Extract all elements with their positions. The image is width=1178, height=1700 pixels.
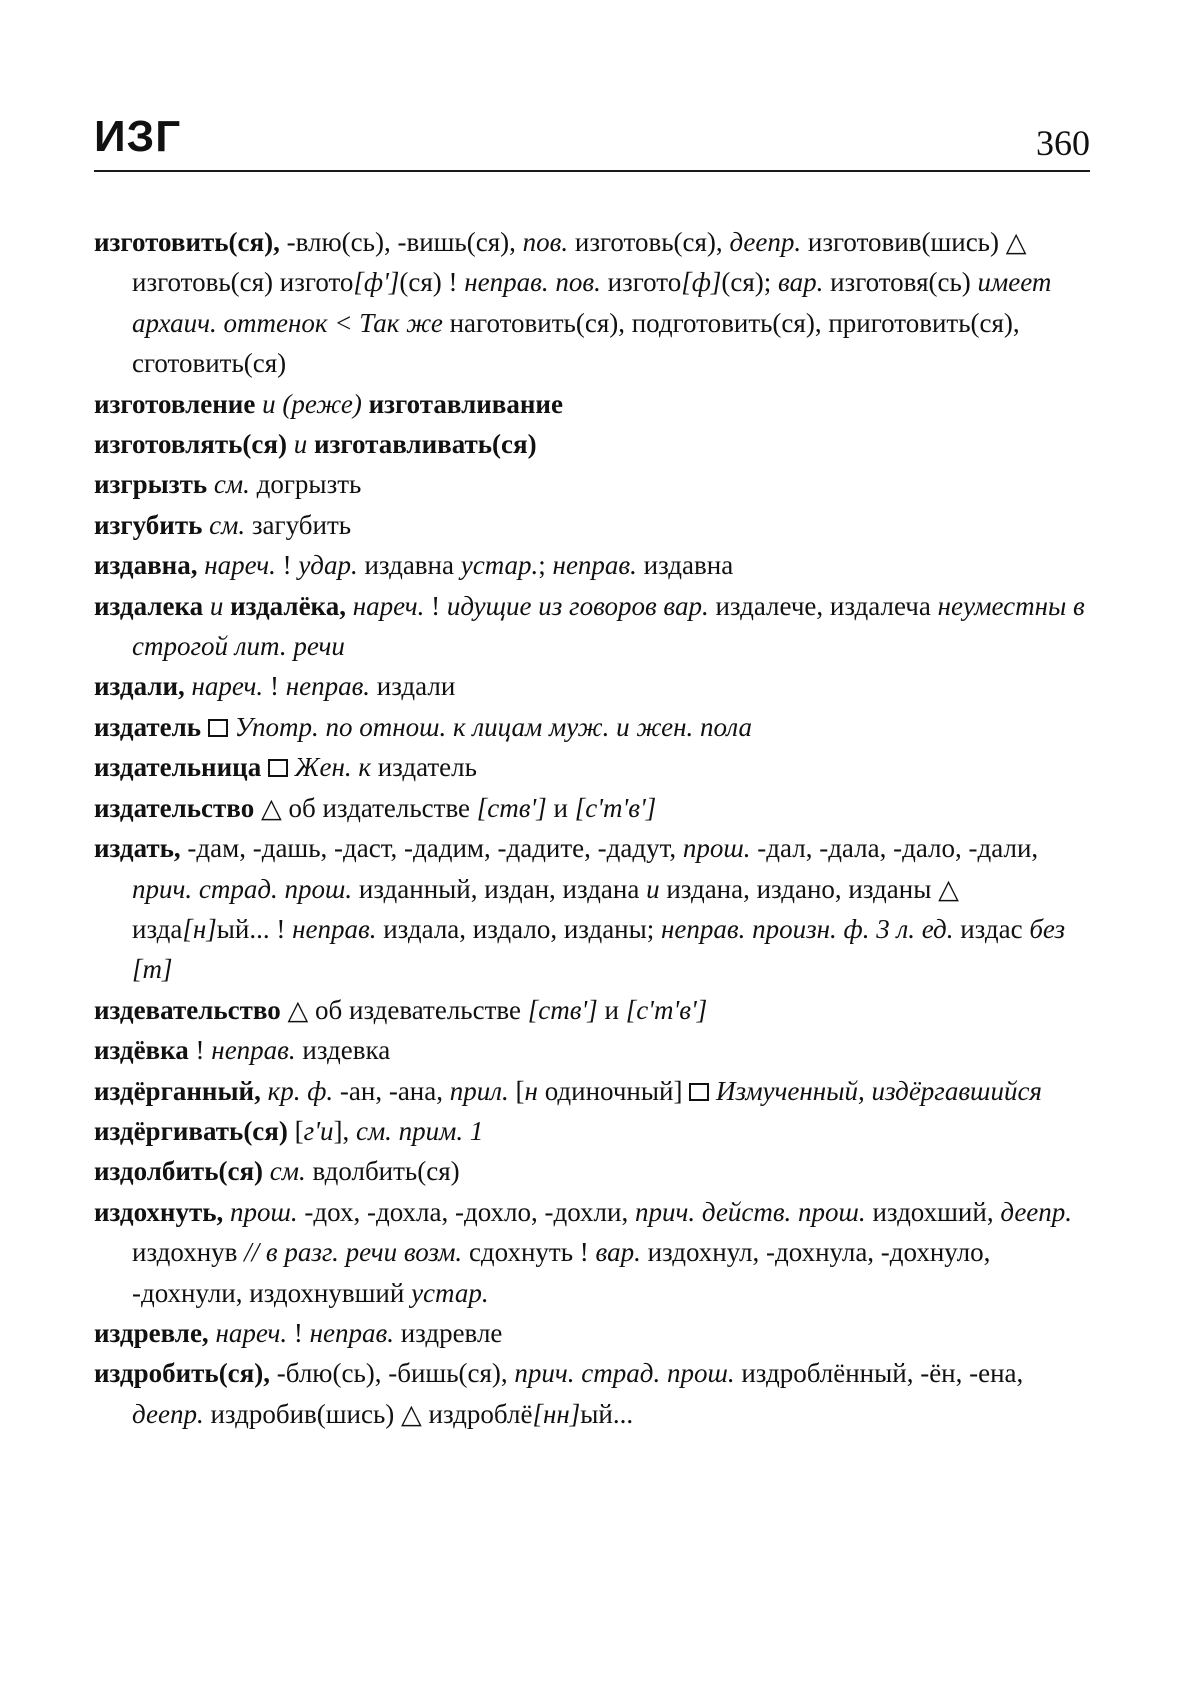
headword: издолбить(ся)	[94, 1156, 264, 1187]
label-italic: неправ. пов.	[464, 267, 601, 298]
dictionary-entry	[94, 1313, 1090, 1353]
dictionary-entry	[94, 464, 1090, 504]
note-box-icon	[268, 759, 288, 777]
label-italic: прош.	[230, 1196, 298, 1227]
entry-text: издревле	[393, 1317, 503, 1348]
entry-text: издали	[370, 671, 456, 702]
entry-text: ый... !	[216, 913, 293, 944]
entry-text: !	[263, 671, 286, 702]
label-italic: неправ.	[552, 550, 637, 581]
label-italic: [нн]	[532, 1398, 581, 1429]
label-italic: деепр.	[1000, 1196, 1073, 1227]
entry-text: издохнул, -дохнула, -дохнуло, -дохнули, издохнувший	[132, 1237, 991, 1308]
entry-text: изданный, издан, издана	[352, 873, 647, 904]
entry-text: издас	[953, 913, 1030, 944]
entry-text: издалече, издалеча	[708, 590, 938, 621]
entry-text: загубить	[245, 509, 352, 540]
dictionary-entry	[94, 1192, 1090, 1313]
label-italic: Измученный, издёргавшийся	[709, 1075, 1042, 1106]
entry-text: издохнув	[132, 1237, 245, 1268]
entry-text: ;	[538, 550, 553, 581]
entry-text: ый...	[580, 1398, 634, 1429]
entry-text: !	[275, 550, 299, 581]
label-italic: прич. страд. прош.	[132, 873, 353, 904]
headword: издатель	[94, 711, 208, 742]
dictionary-entry	[94, 828, 1090, 990]
label-italic: нареч.	[204, 550, 276, 581]
entry-text: издавна	[636, 550, 734, 581]
entry-text: издатель	[370, 752, 477, 783]
label-italic: нареч.	[191, 671, 264, 702]
entry-text: (ся) !	[399, 267, 465, 298]
label-italic: н	[524, 1075, 538, 1106]
entry-text: издроблённый, -ён, -ена,	[734, 1358, 1024, 1389]
entries-list	[94, 222, 1090, 1434]
dictionary-entry	[94, 586, 1090, 667]
entry-text: !	[287, 1317, 310, 1348]
headword: изготовление	[94, 388, 256, 419]
label-italic: без [т]	[132, 913, 1066, 985]
headword: издревле,	[94, 1317, 216, 1348]
entry-text: -дал, -дала, -дало, -дали,	[750, 833, 1039, 864]
label-italic: устар.	[411, 1277, 489, 1308]
label-italic: г'и	[303, 1115, 334, 1146]
label-italic: деепр.	[729, 227, 802, 257]
headword: изготавливание	[368, 388, 563, 419]
label-italic: см.	[263, 1156, 306, 1187]
headword: издохнуть,	[94, 1196, 231, 1227]
headword: издалёка,	[230, 590, 353, 621]
label-italic: неправ.	[309, 1317, 394, 1348]
entry-text: сдохнуть !	[462, 1237, 596, 1268]
running-head-word: ИЗГ	[94, 112, 182, 161]
label-italic: прил.	[449, 1075, 509, 1106]
headword: издёргивать(ся)	[94, 1115, 288, 1146]
label-italic: неправ.	[211, 1035, 296, 1066]
headword: издательница	[94, 752, 268, 783]
label-italic: прич. действ. прош.	[635, 1196, 866, 1227]
label-italic: неправ.	[292, 913, 377, 944]
label-italic: [с'т'в']	[574, 792, 657, 823]
label-italic: см. прим. 1	[355, 1115, 484, 1146]
label-italic: неправ.	[285, 671, 371, 702]
headword: издёрганный,	[94, 1075, 268, 1106]
entry-text: вдолбить(ся)	[305, 1156, 460, 1187]
label-italic: деепр.	[132, 1398, 204, 1429]
headword: издавна,	[94, 550, 205, 581]
entry-text: изготовя(сь)	[823, 267, 978, 298]
dictionary-entry	[94, 505, 1090, 545]
label-italic: нареч.	[215, 1317, 288, 1348]
dictionary-entry	[94, 424, 1090, 464]
entry-text: -блю(сь), -бишь(ся),	[276, 1358, 515, 1389]
entry-text: издохший,	[865, 1196, 1001, 1227]
label-italic: Употр. по отнош. к лицам муж. и жен. пола	[227, 711, 752, 742]
dictionary-entry	[94, 1151, 1090, 1191]
headword: изгубить	[94, 509, 203, 540]
label-italic: [ф']	[353, 267, 400, 298]
dictionary-entry	[94, 384, 1090, 424]
label-italic: и (реже)	[255, 388, 369, 419]
label-italic: удар.	[298, 550, 358, 581]
note-box-icon	[689, 1083, 709, 1101]
dictionary-entry	[94, 222, 1090, 384]
label-italic: устар.	[460, 550, 539, 581]
entry-text: (ся);	[721, 267, 779, 298]
dictionary-entry	[94, 1030, 1090, 1070]
dictionary-entry	[94, 1111, 1090, 1151]
label-italic: вар.	[778, 267, 824, 298]
dictionary-entry	[94, 666, 1090, 706]
entry-text: одиночный]	[537, 1075, 690, 1106]
label-italic: Жен. к	[287, 752, 371, 783]
entry-text: издала, издало, изданы;	[376, 913, 662, 944]
headword: изготовить(ся),	[94, 227, 287, 257]
entry-text: [	[287, 1115, 304, 1146]
entry-text: изгото	[600, 267, 682, 298]
entry-text: !	[424, 590, 447, 621]
dictionary-entry	[94, 747, 1090, 787]
label-italic: неуместны в строгой лит. речи	[132, 590, 1085, 662]
entry-text: и	[546, 792, 575, 823]
page-number: 360	[1036, 123, 1090, 163]
label-italic: кр. ф.	[267, 1075, 334, 1106]
entry-text: издана, издано, изданы △ изда	[132, 873, 959, 944]
headword: издёвка	[94, 1035, 189, 1066]
label-italic: [ф]	[681, 267, 722, 298]
entry-text: -влю(сь), -вишь(ся),	[286, 227, 523, 257]
entry-text: наготовить(ся), подготовить(ся), приготовить(ся), сготовить(ся)	[132, 307, 1020, 379]
entry-text: издевка	[295, 1035, 391, 1066]
label-italic: прош.	[682, 833, 751, 864]
entry-text: догрызть	[249, 469, 362, 500]
entry-text: издавна	[357, 550, 461, 581]
label-italic: [ств']	[527, 994, 598, 1025]
label-italic: [с'т'в']	[625, 994, 708, 1025]
entry-text: ],	[333, 1115, 356, 1146]
note-box-icon	[208, 719, 228, 737]
label-italic: прич. страд. прош.	[514, 1358, 735, 1389]
label-italic: [н]	[182, 913, 217, 944]
dictionary-entry	[94, 1071, 1090, 1111]
dictionary-entry	[94, 1353, 1090, 1434]
label-italic: имеет архаич. оттенок < Так же	[132, 267, 1052, 338]
entry-text: !	[188, 1035, 212, 1066]
label-italic: и	[286, 429, 314, 460]
label-italic: идущие из говоров вар.	[446, 590, 709, 621]
dictionary-entry	[94, 788, 1090, 828]
entry-text: -ан, -ана,	[333, 1075, 450, 1106]
entry-text: -дох, -дохла, -дохло, -дохли,	[297, 1196, 635, 1227]
label-italic: вар.	[595, 1237, 641, 1268]
label-italic: см.	[207, 469, 250, 500]
label-italic: // в разг. речи возм.	[244, 1237, 463, 1268]
dictionary-entry	[94, 545, 1090, 585]
entry-text: издробив(шись) △ издроблё	[203, 1398, 533, 1429]
label-italic: нареч.	[352, 590, 425, 621]
entry-text: △ об издательстве	[254, 792, 477, 823]
label-italic: и	[203, 590, 231, 621]
label-italic: и	[646, 873, 660, 904]
entry-text: и	[597, 994, 626, 1025]
headword: изготавливать(ся)	[313, 429, 537, 460]
page-header	[94, 108, 1090, 172]
label-italic: неправ. произн. ф. 3 л. ед.	[661, 913, 954, 944]
headword: изгрызть	[94, 469, 208, 500]
dictionary-entry	[94, 990, 1090, 1030]
headword: изготовлять(ся)	[94, 429, 287, 460]
headword: издательство	[94, 792, 255, 823]
entry-text: изготовь(ся),	[568, 227, 730, 257]
headword: издать,	[94, 833, 188, 864]
dictionary-entry	[94, 707, 1090, 747]
headword: издалека	[94, 590, 204, 621]
headword: издробить(ся),	[94, 1358, 277, 1389]
label-italic: пов.	[522, 227, 569, 257]
label-italic: см.	[202, 509, 246, 540]
headword: издевательство	[94, 994, 281, 1025]
headword: издали,	[94, 671, 192, 702]
entry-text: [	[508, 1075, 525, 1106]
entry-text: -дам, -дашь, -даст, -дадим, -дадите, -дадут,	[187, 833, 683, 864]
label-italic: [ств']	[476, 792, 547, 823]
entry-text: изготовив(шись) △ изготовь(ся) изгото	[132, 227, 1027, 298]
entry-text: △ об издевательстве	[280, 994, 528, 1025]
